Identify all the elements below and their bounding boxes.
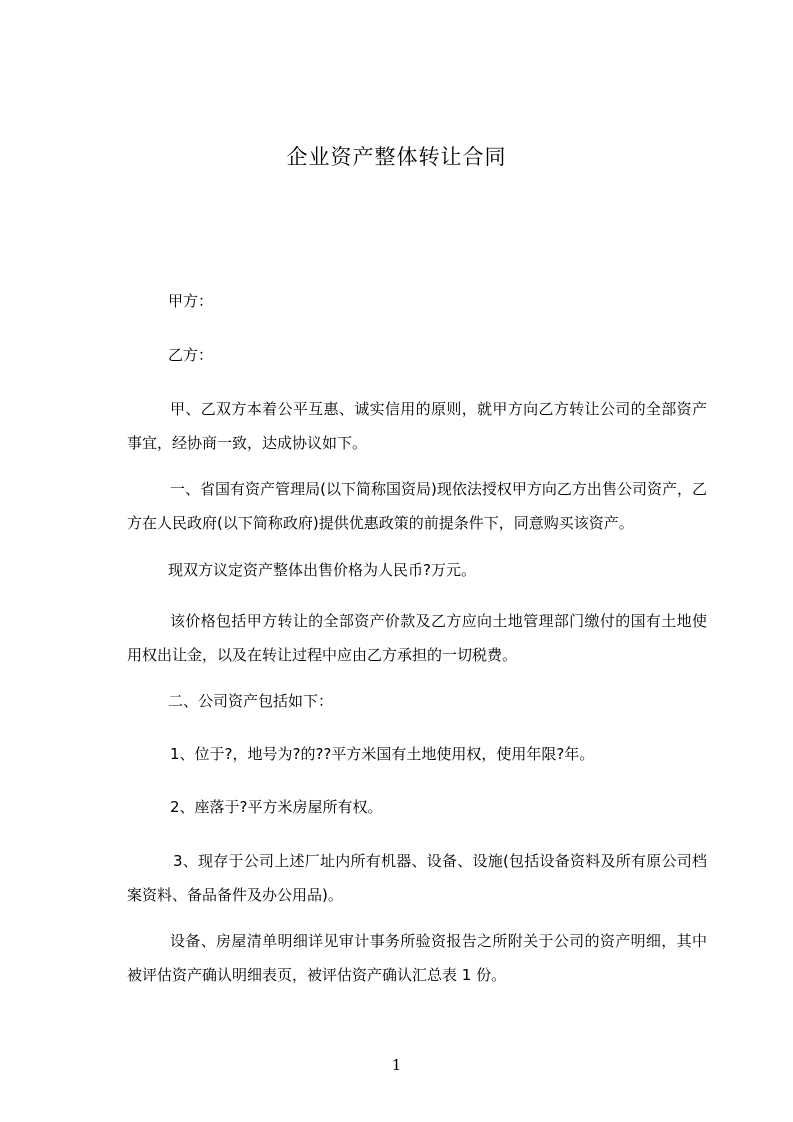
inventory-paragraph: 设备、房屋清单明细详见审计事务所验资报告之所附关于公司的资产明细，其中被评估资产确认明细表页，被评估资产确认汇总表 1 份。 xyxy=(127,932,707,984)
asset-item-1: 1、位于?，地号为?的??平方米国有土地使用权，使用年限?年。 xyxy=(170,745,595,763)
asset-item-3: 3、现存于公司上述厂址内所有机器、设备、设施(包括设备资料及所有原公司档案资料、备品备件及办公用品)。 xyxy=(127,852,707,904)
price-paragraph: 现双方议定资产整体出售价格为人民币?万元。 xyxy=(168,561,476,579)
party-b-line: 乙方： xyxy=(168,346,214,364)
asset-item-2: 2、座落于?平方米房屋所有权。 xyxy=(170,798,383,816)
page-number: 1 xyxy=(391,1056,402,1074)
price-detail-paragraph: 该价格包括甲方转让的全部资产价款及乙方应向土地管理部门缴付的国有土地使用权出让金，以及在转让过程中应由乙方承担的一切税费。 xyxy=(127,612,707,664)
party-a-line: 甲方： xyxy=(168,292,214,310)
clause-2-heading: 二、公司资产包括如下： xyxy=(168,692,334,710)
clause-1-paragraph: 一、省国有资产管理局(以下简称国资局)现依法授权甲方向乙方出售公司资产，乙方在人民政府(以下简称政府)提供优惠政策的前提条件下，同意购买该资产。 xyxy=(127,480,707,532)
intro-paragraph: 甲、乙双方本着公平互惠、诚实信用的原则，就甲方向乙方转让公司的全部资产事宜，经协商一致，达成协议如下。 xyxy=(127,400,707,452)
document-title: 企业资产整体转让合同 xyxy=(286,145,507,169)
